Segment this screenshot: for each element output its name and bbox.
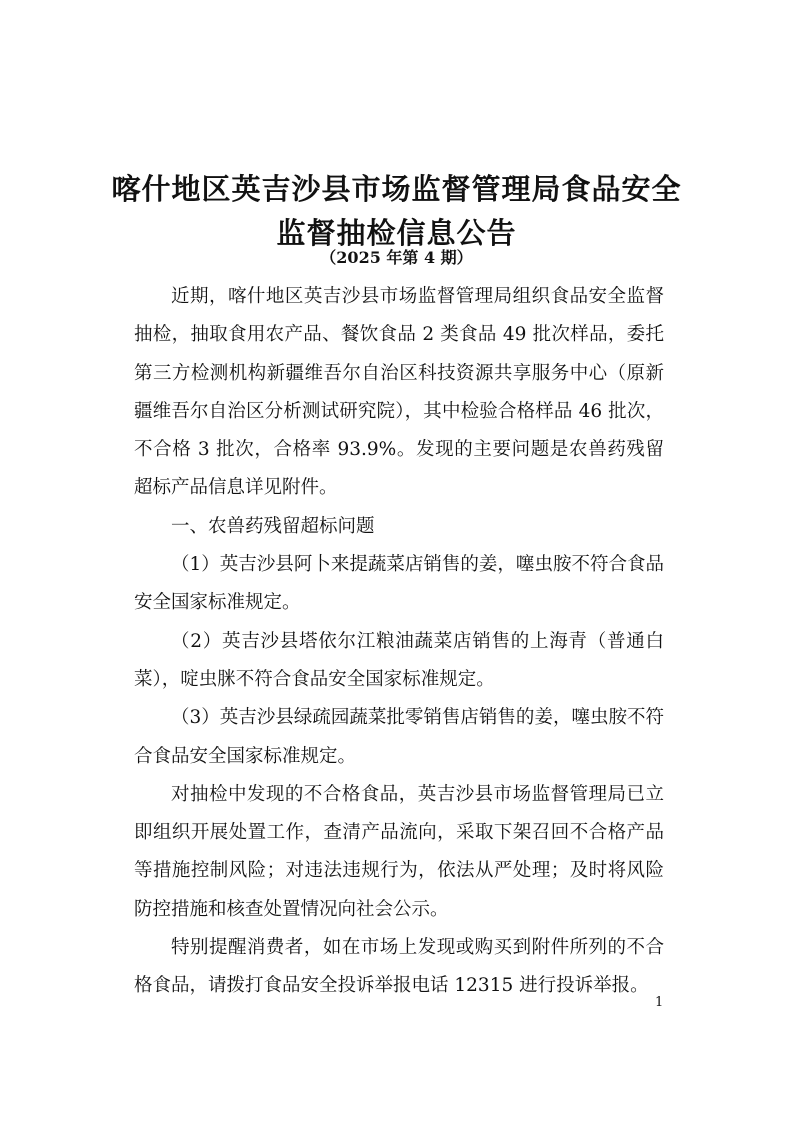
section-heading: 一、农兽药残留超标问题 <box>171 515 375 537</box>
intro-paragraph: 近期，喀什地区英吉沙县市场监督管理局组织食品安全监督抽检，抽取食用农产品、餐饮食品 2 类食品 49 批次样品，委托第三方检测机构新疆维吾尔自治区科技资源共享服务中心（原新疆维吾尔自治区分析测试研究院），其中检验合格样品 46 批次，不合格 3 批次，合格率 93.9%。发现的主要问题是农兽药残留超标产品信息详见附件。 <box>134 286 664 499</box>
list-item: （3）英吉沙县绿疏园蔬菜批零销售店销售的姜，噻虫胺不符合食品安全国家标准规定。 <box>134 707 664 767</box>
document-title: 喀什地区英吉沙县市场监督管理局食品安全监督抽检信息公告 <box>111 172 682 250</box>
issue-number: （2025 年第 4 期） <box>320 248 473 267</box>
reminder-paragraph: 特别提醒消费者，如在市场上发现或购买到附件所列的不合格食品，请拨打食品安全投诉举报电话 12315 进行投诉举报。 <box>134 937 664 997</box>
document-body <box>134 278 664 1006</box>
list-item: （2）英吉沙县塔依尔江粮油蔬菜店销售的上海青（普通白菜），啶虫脒不符合食品安全国家标准规定。 <box>134 630 664 690</box>
list-item: （1）英吉沙县阿卜来提蔬菜店销售的姜，噻虫胺不符合食品安全国家标准规定。 <box>134 554 664 614</box>
page-number: 1 <box>655 995 664 1010</box>
handling-paragraph: 对抽检中发现的不合格食品，英吉沙县市场监督管理局已立即组织开展处置工作，查清产品流向，采取下架召回不合格产品等措施控制风险；对违法违规行为，依法从严处理；及时将风险防控措施和核查处置情况向社会公示。 <box>134 783 664 920</box>
